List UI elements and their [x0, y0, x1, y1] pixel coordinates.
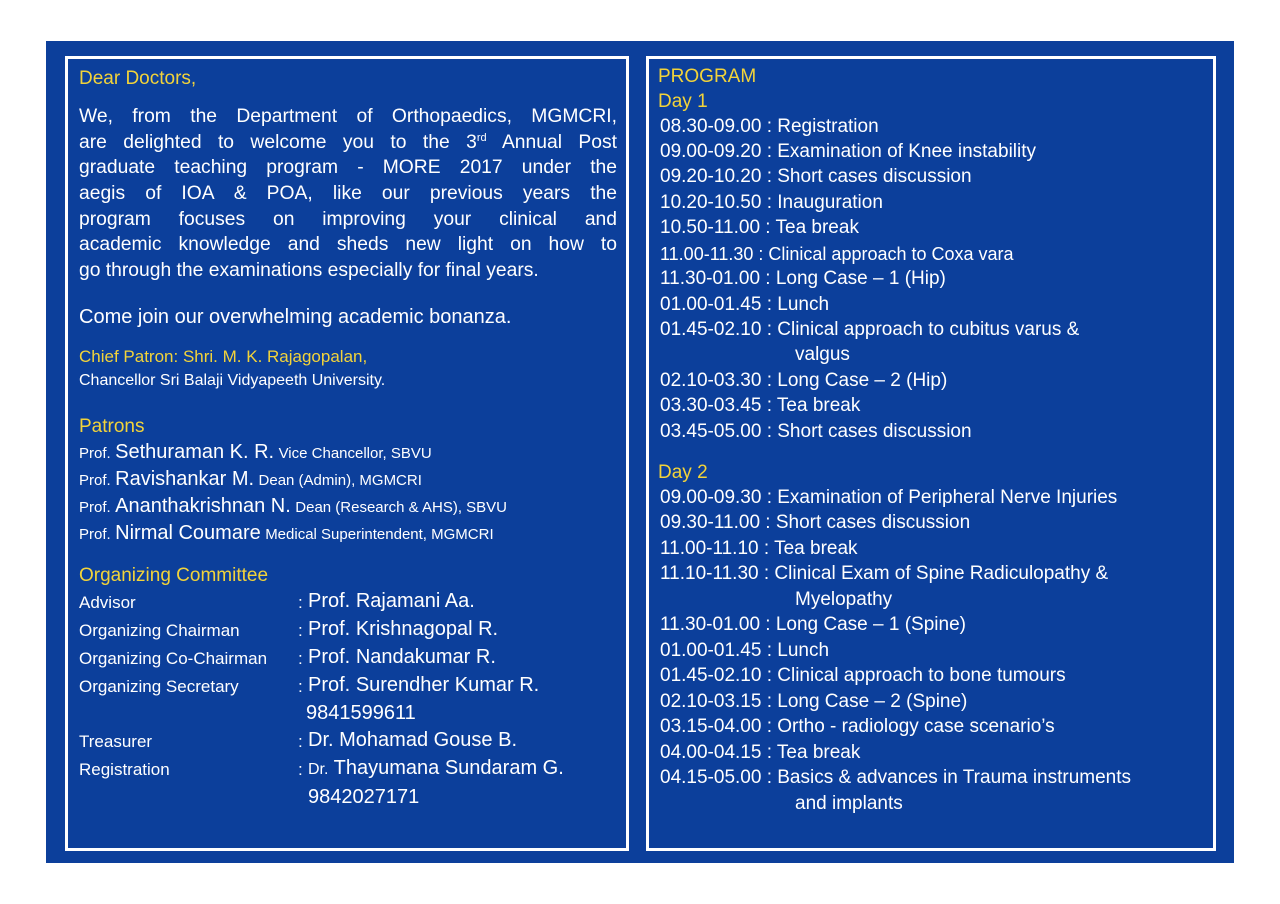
- intro-line: academic knowledge and sheds new light on how to: [79, 234, 617, 256]
- invite-text: Come join our overwhelming academic bonanza.: [79, 306, 512, 328]
- greeting: Dear Doctors,: [79, 68, 197, 89]
- schedule-row: 11.30-01.00 : Long Case – 1 (Hip): [660, 268, 946, 289]
- schedule-row: 02.10-03.30 : Long Case – 2 (Hip): [660, 370, 948, 391]
- intro-line: aegis of IOA & POA, like our previous years the: [79, 183, 617, 205]
- intro-line: go through the examinations especially for final years.: [79, 260, 539, 282]
- schedule-row: 04.00-04.15 : Tea break: [660, 742, 861, 763]
- patron-row: Prof. Ananthakrishnan N. Dean (Research & AHS), SBVU: [79, 495, 508, 517]
- program-heading: PROGRAM: [658, 66, 757, 87]
- day1-label: Day 1: [658, 91, 708, 112]
- welcome-panel: Dear Doctors, We, from the Department of Orthopaedics, MGMCRI, are delighted to welcome you to the 3rd Annual Post graduate teaching program - MORE 2017 under the aegis of IOA & POA, like our previous years the program focuses on improving your clinical and academic knowledge and sheds new light on how to go through the examinations especially for final years. Come join our overwhelming academic bonanza. Chief Patron: Shri. M. K. Rajagopalan, Chancellor Sri Balaji Vidyapeeth University. Patrons Prof. Sethuraman K. R. Vice Chancellor, SBVU Prof. Ravishankar M. Dean (Admin), MGMCRI Prof. Ananthakrishnan N. Dean (Research & AHS), SBVU Prof. Nirmal Coumare Medical Superintendent, MGMCRI Organizing Committee Advisor : Prof. Rajamani Aa. Organizing Chairman : Prof. Krishnagopal R. Organizing Co-Chairman : Prof. Nandakumar R. Organizing Secretary : Prof. Surendher Kumar R. 9841599611 Treasurer : Dr. Mohamad Gouse B. Registration : Dr. Thayumana Sundaram G. 9842027171: [65, 56, 629, 851]
- schedule-row: 01.00-01.45 : Lunch: [660, 640, 830, 661]
- chief-patron-label: Chief Patron: Shri. M. K. Rajagopalan,: [79, 347, 368, 366]
- program-panel: [646, 56, 1216, 851]
- intro-line: We, from the Department of Orthopaedics, MGMCRI,: [79, 106, 617, 127]
- schedule-row: 08.30-09.00 : Registration: [660, 116, 879, 137]
- patron-row: Prof. Sethuraman K. R. Vice Chancellor, SBVU: [79, 441, 432, 463]
- chief-patron-role: Chancellor Sri Balaji Vidyapeeth University.: [79, 372, 386, 389]
- committee-heading: Organizing Committee: [79, 565, 269, 586]
- schedule-row-continued: and implants: [795, 793, 903, 814]
- intro-line: program focuses on improving your clinical and: [79, 208, 617, 230]
- schedule-row: 09.20-10.20 : Short cases discussion: [660, 166, 972, 187]
- phone-number: 9841599611: [306, 702, 416, 724]
- day2-label: Day 2: [658, 462, 708, 483]
- schedule-row: 04.15-05.00 : Basics & advances in Trauma instruments: [660, 767, 1132, 788]
- schedule-row: 03.15-04.00 : Ortho - radiology case scenario’s: [660, 716, 1055, 737]
- patrons-heading: Patrons: [79, 416, 145, 437]
- schedule-row: 03.30-03.45 : Tea break: [660, 395, 861, 416]
- schedule-row: 11.00-11.10 : Tea break: [660, 538, 858, 559]
- schedule-row: 09.00-09.20 : Examination of Knee instability: [660, 141, 1037, 162]
- schedule-row: 03.45-05.00 : Short cases discussion: [660, 421, 972, 442]
- schedule-row: 11.00-11.30 : Clinical approach to Coxa vara: [660, 244, 1014, 264]
- intro-line: graduate teaching program - MORE 2017 under the: [79, 157, 617, 179]
- schedule-row: 01.45-02.10 : Clinical approach to bone tumours: [660, 665, 1066, 686]
- schedule-row: 11.10-11.30 : Clinical Exam of Spine Radiculopathy &: [660, 563, 1109, 584]
- schedule-row: 01.45-02.10 : Clinical approach to cubitus varus &: [660, 319, 1080, 340]
- intro-paragraph: [79, 104, 617, 284]
- schedule-row-continued: Myelopathy: [795, 589, 893, 610]
- schedule-row: 09.00-09.30 : Examination of Peripheral Nerve Injuries: [660, 487, 1118, 508]
- schedule-row: 02.10-03.15 : Long Case – 2 (Spine): [660, 691, 968, 712]
- schedule-row: 01.00-01.45 : Lunch: [660, 294, 830, 315]
- schedule-row: 10.20-10.50 : Inauguration: [660, 192, 883, 213]
- patron-row: Prof. Ravishankar M. Dean (Admin), MGMCRI: [79, 468, 422, 490]
- intro-line: are delighted to welcome you to the 3rd Annual Post: [79, 131, 617, 153]
- patron-row: Prof. Nirmal Coumare Medical Superintendent, MGMCRI: [79, 522, 494, 544]
- schedule-row: 10.50-11.00 : Tea break: [660, 217, 859, 238]
- schedule-row-continued: valgus: [795, 344, 850, 365]
- schedule-row: 09.30-11.00 : Short cases discussion: [660, 512, 971, 533]
- phone-number: 9842027171: [308, 786, 420, 808]
- schedule-row: 11.30-01.00 : Long Case – 1 (Spine): [660, 614, 966, 635]
